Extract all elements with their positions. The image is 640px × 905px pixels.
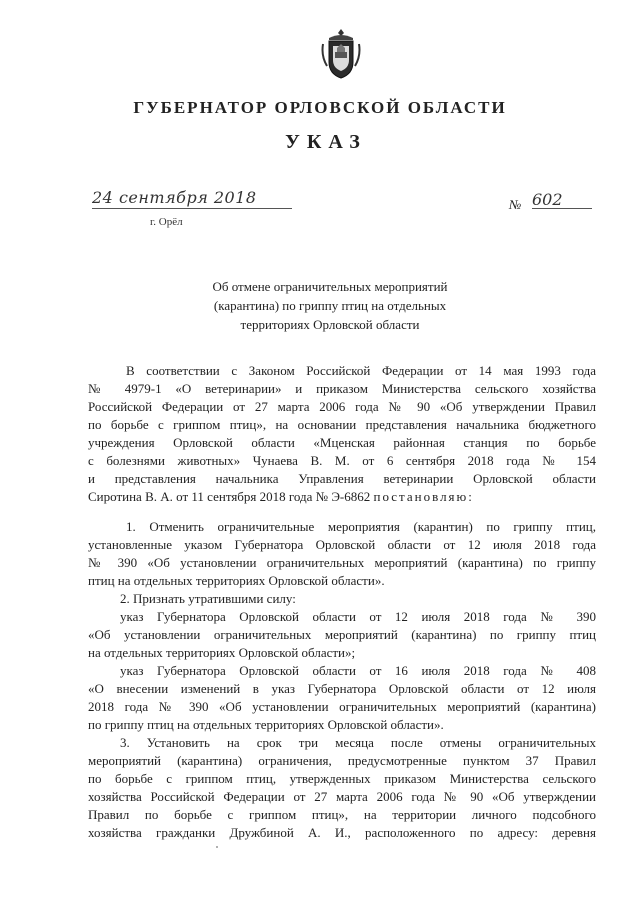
decree-subject: [160, 277, 500, 334]
text-line: и представления начальника Управления ветеринарии Орловской области: [88, 471, 596, 486]
text-line: 2018 года № 390 «Об установлении ограничительных мероприятий (карантина): [88, 699, 596, 714]
number-underline: [532, 208, 592, 209]
text-line: 2. Признать утратившими силу:: [120, 591, 296, 606]
date-underline: [92, 208, 292, 209]
text-line: № 390 «Об установлении ограничительных мероприятий (карантина) по гриппу: [88, 555, 596, 570]
text-line: [88, 488, 596, 506]
number-label: №: [509, 197, 522, 212]
issuing-authority: ГУБЕРНАТОР ОРЛОВСКОЙ ОБЛАСТИ: [133, 98, 507, 117]
item-2: [88, 590, 596, 734]
text-line: Правил по борьбе с гриппом птиц», на территории личного подсобного: [88, 807, 596, 822]
item-1: [88, 518, 596, 590]
subject-line: Об отмене ограничительных мероприятий: [212, 279, 448, 294]
text-line: учреждения Орловской области «Мценская районная станция по борьбе: [88, 435, 596, 450]
text-line: «Об установлении ограничительных мероприятий (карантина) по гриппу птиц: [88, 627, 596, 642]
text-line: 3. Установить на срок три месяца после отмены ограничительных: [120, 735, 596, 750]
text-line: № 4979-1 «О ветеринарии» и приказом Министерства сельского хозяйства: [88, 381, 596, 396]
decree-word: постановляю:: [373, 489, 474, 504]
text-line: по борьбе с гриппом птиц», на основании представления начальника бюджетного: [88, 417, 596, 432]
city: г. Орёл: [150, 216, 183, 228]
text-line: по борьбе с гриппом птиц, утвержденных приказом Министерства сельского: [88, 771, 596, 786]
text-line: указ Губернатора Орловской области от 16 июля 2018 года № 408: [120, 663, 596, 678]
decree-body: [88, 362, 596, 842]
document-type: УКАЗ: [285, 131, 367, 153]
text-line: установленные указом Губернатора Орловской области от 12 июля 2018 года: [88, 537, 596, 552]
text-line: 1. Отменить ограничительные мероприятия (карантин) по гриппу птиц,: [126, 519, 596, 534]
text-line: В соответствии с Законом Российской Федерации от 14 мая 1993 года: [126, 363, 596, 378]
scan-speck: [216, 846, 218, 848]
item-3: [88, 734, 596, 842]
coat-of-arms-emblem: [321, 26, 361, 81]
text-line: хозяйства Российской Федерации от 27 марта 2006 года № 90 «Об утверждении: [88, 789, 596, 804]
text-line: Российской Федерации от 27 марта 2006 года № 90 «Об утверждении Правил: [88, 399, 596, 414]
text-line: указ Губернатора Орловской области от 12 июля 2018 года № 390: [120, 609, 596, 624]
handwritten-date: 24 сентября 2018: [92, 188, 257, 207]
text-line: птиц на отдельных территориях Орловской области».: [88, 573, 385, 588]
text-line: по гриппу птиц на отдельных территориях Орловской области».: [88, 717, 444, 732]
text-line: мероприятий (карантина) ограничения, предусмотренные пунктом 37 Правил: [88, 753, 596, 768]
subject-line: (карантина) по гриппу птиц на отдельных: [213, 298, 447, 313]
handwritten-number: 602: [532, 190, 563, 209]
text-fragment: Сиротина В. А. от 11 сентября 2018 года № Э-6862: [88, 489, 371, 504]
text-line: на отдельных территориях Орловской области»;: [88, 645, 356, 660]
text-line: хозяйства гражданки Дружбиной А. И., расположенного по адресу: деревня: [88, 825, 596, 840]
preamble-paragraph: [88, 362, 596, 506]
subject-line: территориях Орловской области: [240, 317, 420, 332]
text-line: «О внесении изменений в указ Губернатора Орловской области от 12 июля: [88, 681, 596, 696]
text-line: с болезнями животных» Чунаева В. М. от 6 сентября 2018 года № 154: [88, 453, 596, 468]
